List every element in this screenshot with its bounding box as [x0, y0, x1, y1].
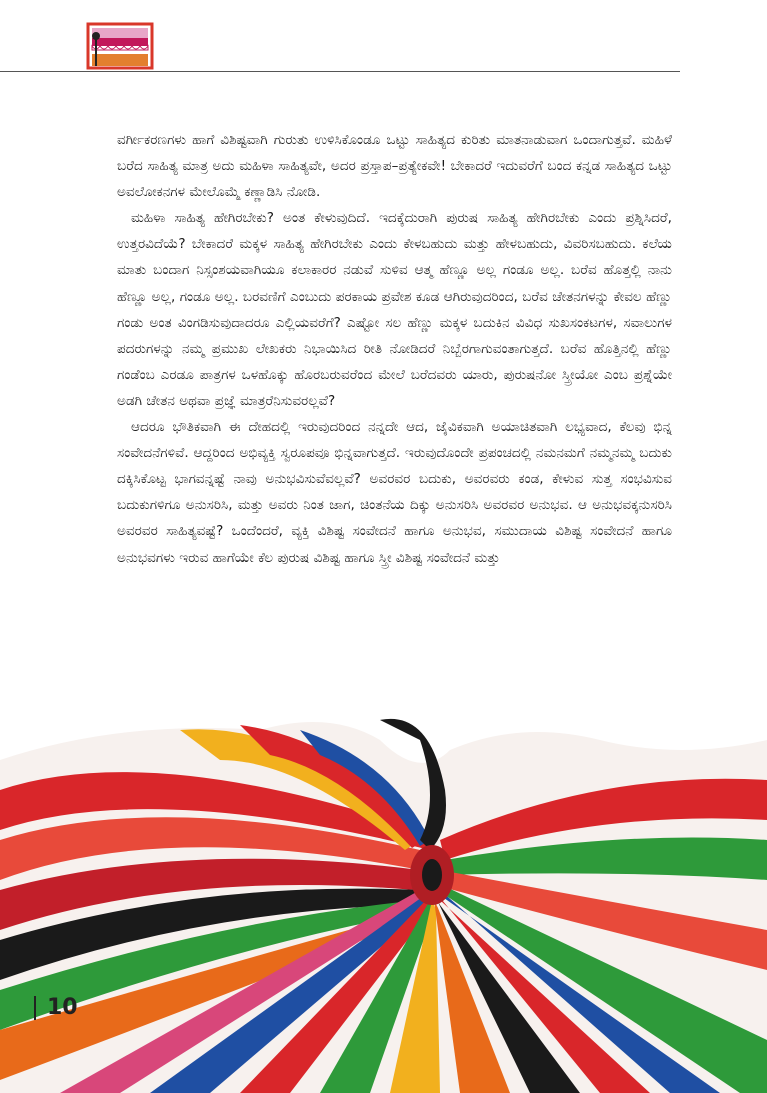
article-body — [117, 127, 672, 571]
header-logo-icon — [86, 22, 154, 70]
page-number: 10 — [47, 995, 78, 1020]
page-number-rule — [34, 996, 36, 1020]
paragraph: ವರ್ಗೀಕರಣಗಳು ಹಾಗೆ ವಿಶಿಷ್ಟವಾಗಿ ಗುರುತು ಉಳಿಸಿಕೊಂಡೂ ಒಟ್ಟು ಸಾಹಿತ್ಯದ ಕುರಿತು ಮಾತನಾಡುವಾಗ ಒಂದಾಗುತ್ತವೆ. ಮಹಿಳೆ ಬರೆದ ಸಾಹಿತ್ಯ ಮಾತ್ರ ಅದು ಮಹಿಳಾ ಸಾಹಿತ್ಯವೇ, ಅದರ ಪ್ರಸ್ತಾಪ–ಪ್ರತ್ಯೇಕವೇ! ಬೇಕಾದರೆ ಇದುವರೆಗೆ ಬಂದ ಕನ್ನಡ ಸಾಹಿತ್ಯದ ಒಟ್ಟು ಅವಲೋಕನಗಳ ಮೇಲೊಮ್ಮೆ ಕಣ್ಣಾಡಿಸಿ ನೋಡಿ. — [117, 132, 672, 201]
header-rule — [0, 71, 680, 72]
decorative-ribbons-illustration — [0, 700, 767, 1093]
paragraph: ಮಹಿಳಾ ಸಾಹಿತ್ಯ ಹೇಗಿರಬೇಕು? ಅಂತ ಕೇಳುವುದಿದೆ. ಇದಕ್ಕೆದುರಾಗಿ ಪುರುಷ ಸಾಹಿತ್ಯ ಹೇಗಿರಬೇಕು ಎಂದು ಪ್ರಶ್ನಿಸಿದರೆ, ಉತ್ತರವಿದೆಯೆ? ಬೇಕಾದರೆ ಮಕ್ಕಳ ಸಾಹಿತ್ಯ ಹೇಗಿರಬೇಕು ಎಂದು ಕೇಳಬಹುದು ಮತ್ತು ಹೇಳಬಹುದು, ವಿವರಿಸಬಹುದು. ಕಲೆಯ ಮಾತು ಬಂದಾಗ ನಿಸ್ಸಂಶಯವಾಗಿಯೂ ಕಲಾಕಾರರ ನಡುವೆ ಸುಳಿವ ಆತ್ಮ ಹೆಣ್ಣೂ ಅಲ್ಲ ಗಂಡೂ ಅಲ್ಲ. ಬರೆವ ಹೊತ್ತಲ್ಲಿ ನಾನು ಹೆಣ್ಣೂ ಅಲ್ಲ, ಗಂಡೂ ಅಲ್ಲ. ಬರವಣಿಗೆ ಎಂಬುದು ಪರಕಾಯ ಪ್ರವೇಶ ಕೂಡ ಆಗಿರುವುದರಿಂದ, ಬರೆವ ಚೇತನಗಳನ್ನು ಕೇವಲ ಹೆಣ್ಣು ಗಂಡು ಅಂತ ವಿಂಗಡಿಸುವುದಾದರೂ ಎಲ್ಲಿಯವರೆಗೆ? ಎಷ್ಟೋ ಸಲ ಹೆಣ್ಣು ಮಕ್ಕಳ ಬದುಕಿನ ವಿವಿಧ ಸುಖಸಂಕಟಗಳ, ಸವಾಲುಗಳ ಪದರುಗಳನ್ನು ನಮ್ಮ ಪ್ರಮುಖ ಲೇಖಕರು ನಿಭಾಯಿಸಿದ ರೀತಿ ನೋಡಿದರೆ ನಿಬ್ಬೆರಗಾಗುವಂತಾಗುತ್ತದೆ. ಬರೆವ ಹೊತ್ತಿನಲ್ಲಿ ಹೆಣ್ಣು ಗಂಡೆಂಬ ಎರಡೂ ಪಾತ್ರಗಳ ಒಳಹೊಕ್ಕು ಹೊರಬರುವರೆಂದ ಮೇಲೆ ಬರೆದವರು ಯಾರು, ಪುರುಷನೋ ಸ್ತ್ರೀಯೋ ಎಂಬ ಪ್ರಶ್ನೆಯೇ ಅಡಗಿ ಚೇತನ ಅಥವಾ ಪ್ರಜ್ಞೆ ಮಾತ್ರರೆನಿಸುವರಲ್ಲವೆ? — [117, 210, 672, 409]
paragraph: ಆದರೂ ಭೌತಿಕವಾಗಿ ಈ ದೇಹದಲ್ಲಿ ಇರುವುದರಿಂದ ನನ್ನದೇ ಆದ, ಜೈವಿಕವಾಗಿ ಅಯಾಚಿತವಾಗಿ ಲಭ್ಯವಾದ, ಕೆಲವು ಭಿನ್ನ ಸಂವೇದನೆಗಳಿವೆ. ಆದ್ದರಿಂದ ಅಭಿವ್ಯಕ್ತಿ ಸ್ವರೂಪವೂ ಭಿನ್ನವಾಗುತ್ತದೆ. ಇರುವುದೊಂದೇ ಪ್ರಪಂಚದಲ್ಲಿ ನಮನಮಗೆ ನಮ್ಮನಮ್ಮ ಬದುಕು ದಕ್ಕಿಸಿಕೊಟ್ಟ ಭಾಗವನ್ನಷ್ಟೆ ನಾವು ಅನುಭವಿಸುವೆವಲ್ಲವೆ? ಅವರವರ ಬದುಕು, ಅವರವರು ಕಂಡ, ಕೇಳುವ ಸುತ್ತ ಸಂಭವಿಸುವ ಬದುಕುಗಳಿಗೂ ಅನುಸರಿಸಿ, ಮತ್ತು ಅವರು ನಿಂತ ಜಾಗ, ಚಿಂತನೆಯ ದಿಕ್ಕು ಅನುಸರಿಸಿ ಅವರವರ ಅನುಭವ. ಆ ಅನುಭವಕ್ಕನುಸರಿಸಿ ಅವರವರ ಸಾಹಿತ್ಯವಷ್ಟೆ? ಒಂದೆಂದರೆ, ವ್ಯಕ್ತಿ ವಿಶಿಷ್ಟ ಸಂವೇದನೆ ಹಾಗೂ ಅನುಭವ, ಸಮುದಾಯ ವಿಶಿಷ್ಟ ಸಂವೇದನೆ ಹಾಗೂ ಅನುಭವಗಳು ಇರುವ ಹಾಗೆಯೇ ಕೆಲ ಪುರುಷ ವಿಶಿಷ್ಟ ಹಾಗೂ ಸ್ತ್ರೀ ವಿಶಿಷ್ಟ ಸಂವೇದನೆ ಮತ್ತು — [117, 419, 672, 566]
